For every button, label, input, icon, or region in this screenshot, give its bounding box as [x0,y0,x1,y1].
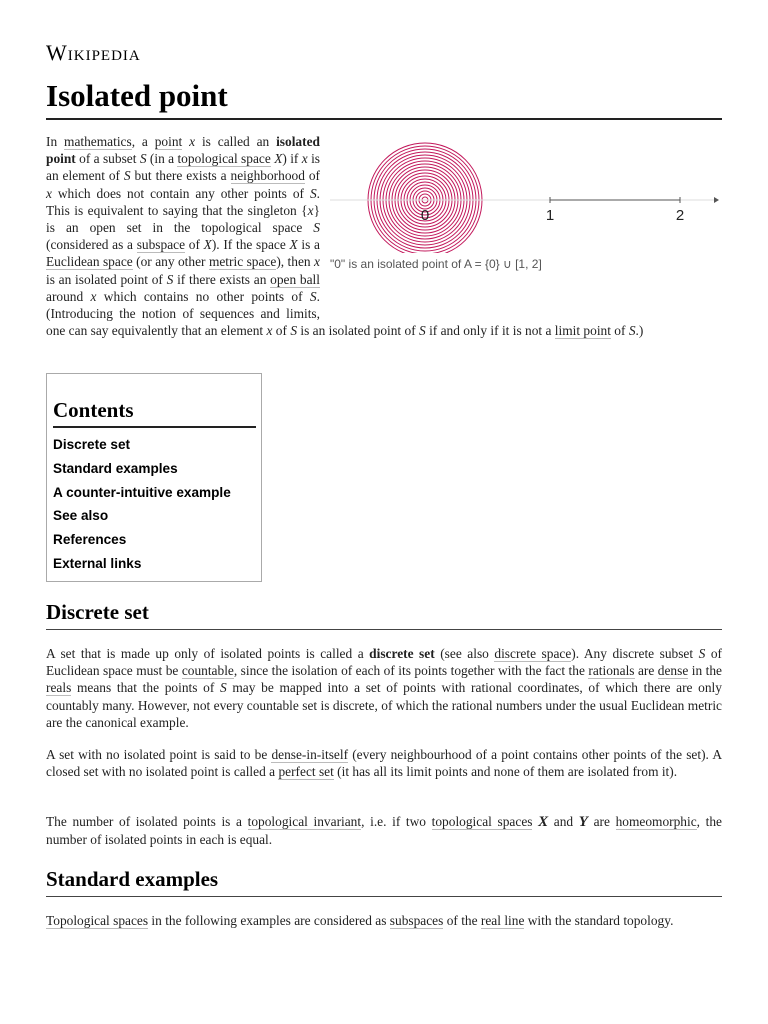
heading-discrete-set: Discrete set [46,600,722,630]
concentric-circles [368,143,482,253]
intro-paragraph: In mathematics, a point x is called an isolated point of a subset S (in a topological space X) if x is an element of S but there exists a neighborhood of x which does not contain any other points of S. This is equivalent to saying that the singleton {x} is an open set in the topological space S (considered as a subspace of X). If the space X is a Euclidean space (or any other metric space), then x is an isolated point of S if there exists an open ball around x which contains no other points of S. (Introducing the notion of sequences and limits, one can say equivalently that an element x of S is an isolated point of S if and only if it is not a limit point of S.) [46,134,644,339]
toc-item-external-links[interactable]: External links [53,555,142,571]
toc-item-see-also[interactable]: See also [53,508,109,524]
heading-standard-examples: Standard examples [46,867,722,897]
figure-isolated-point [330,133,722,309]
term-isolated-point: isolated point [46,134,320,167]
toc-title: Contents [53,398,256,428]
intro-section [46,133,722,339]
standard-examples-paragraph-1: Topological spaces in the following examples are considered as subspaces of the real line with the standard topology. [46,913,674,928]
axis-label-2: 2 [675,207,685,224]
link-reals[interactable]: reals [46,680,72,696]
term-discrete-set: discrete set [369,646,435,661]
axis-label-1: 1 [545,207,555,224]
link-topological-invariant[interactable]: topological invariant [247,814,362,829]
toc-list [53,433,231,576]
discrete-set-paragraph-3: The number of isolated points is a topological invariant, i.e. if two topological spaces X and Y are homeomorphic, the number of isolated points in each is equal. [46,814,723,848]
discrete-set-paragraph-2: A set with no isolated point is said to be dense-in-itself (every neighbourhood of a point contains other points of the set). A closed set with no isolated point is called a perfect set (it has all its limit points and none of them are isolated from it). [46,747,722,780]
toc-item-standard-examples[interactable]: Standard examples [53,460,178,476]
link-perfect-set[interactable]: perfect set [278,764,334,780]
link-countable[interactable]: countable [181,663,234,679]
toc-item-discrete-set[interactable]: Discrete set [53,437,131,452]
link-subspaces[interactable]: subspaces [389,913,444,928]
link-homeomorphic[interactable]: homeomorphic [615,814,697,829]
discrete-set-paragraph-1: A set that is made up only of isolated points is called a discrete set (see also discrete space). Any discrete subset S of Euclidean space must be countable, since the isolation of each of its points together with the fact the rationals are dense in the reals means that the points of S may be mapped into a set of points with rational coordinates, of which there are only countably many. However, not every countable set is discrete, of which the rational numbers under the usual Euclidean metric are the canonical example. [46,646,723,730]
link-rationals[interactable]: rationals [588,663,635,679]
link-neighborhood[interactable]: neighborhood [230,168,305,184]
link-dense[interactable]: dense [657,663,689,679]
page-title: Isolated point [46,78,722,120]
toc-item-counter-intuitive-example[interactable]: A counter-intuitive example [53,484,231,500]
link-discrete-space[interactable]: discrete space [494,646,572,661]
link-real-line[interactable]: real line [480,913,525,928]
link-subspace[interactable]: subspace [136,237,186,253]
axis-label-0: 0 [420,207,430,224]
table-of-contents [46,373,262,582]
figure-caption: "0" is an isolated point of A = {0} ∪ [1, 2] [330,257,542,271]
link-metric-space[interactable]: metric space [208,254,277,270]
link-topological-space[interactable]: topological space [177,151,271,167]
figure-diagram [330,133,722,253]
link-mathematics[interactable]: mathematics [64,134,132,149]
link-topological-spaces-2[interactable]: Topological spaces [46,913,149,928]
toc-item-references[interactable]: References [53,532,127,548]
link-topological-spaces[interactable]: topological spaces [431,814,533,829]
wikipedia-wordmark[interactable]: Wikipedia [46,40,141,65]
link-euclidean-space[interactable]: Euclidean space [46,254,133,270]
link-limit-point[interactable]: limit point [554,323,611,339]
link-point[interactable]: point [154,134,183,149]
link-open-ball[interactable]: open ball [270,271,320,287]
link-dense-in-itself[interactable]: dense-in-itself [271,747,349,762]
axis-arrow-icon [714,197,719,203]
